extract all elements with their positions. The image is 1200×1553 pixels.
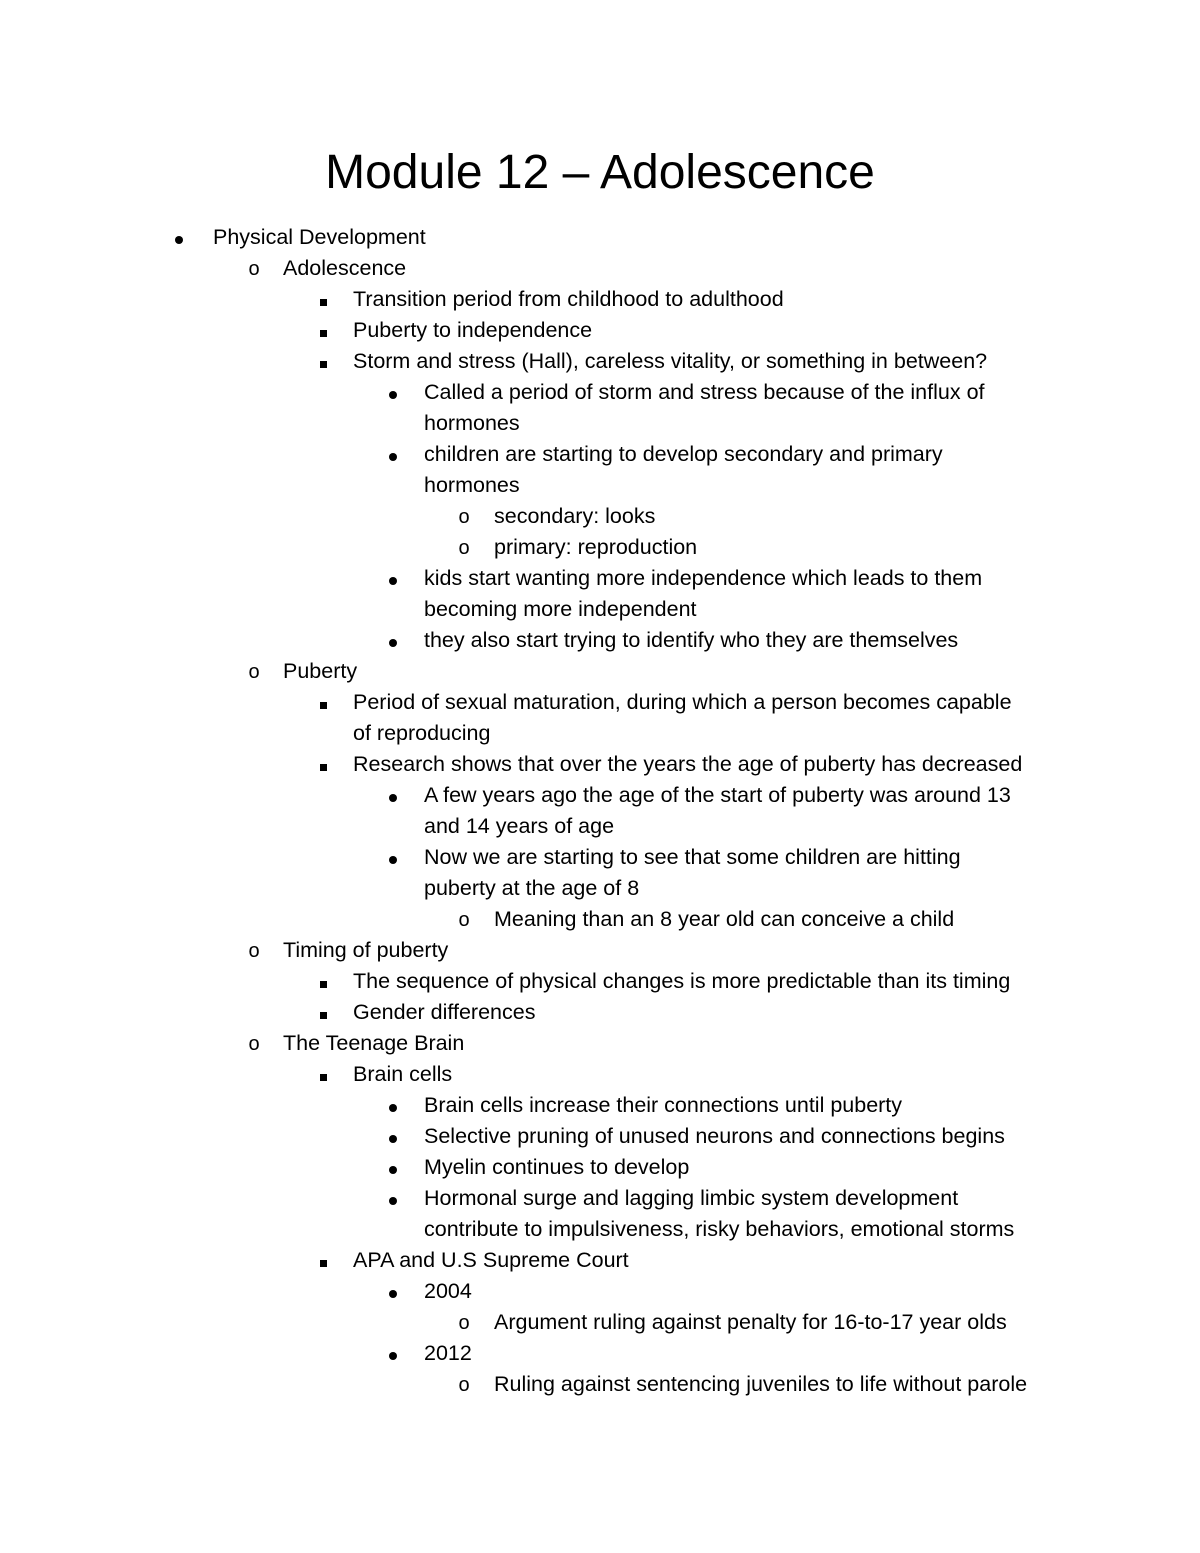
bullet-dot-icon	[384, 842, 402, 873]
outline-item-text: becoming more independent	[424, 597, 697, 621]
bullet-square-icon	[314, 315, 332, 346]
bullet-square-icon	[314, 749, 332, 780]
outline-item-text: Selective pruning of unused neurons and connections begins	[424, 1124, 1005, 1148]
bullet-dot-icon	[384, 1276, 402, 1307]
outline-item-level-3	[0, 749, 1200, 780]
outline-item-level-3	[0, 284, 1200, 315]
bullet-circle-icon: o	[248, 258, 260, 280]
outline-item-text: Timing of puberty	[283, 938, 449, 962]
outline-item-level-2	[0, 935, 1200, 966]
outline-item-text: Transition period from childhood to adulthood	[353, 287, 784, 311]
outline-item-text: children are starting to develop secondary and primary	[424, 442, 943, 466]
bullet-square-icon	[314, 997, 332, 1028]
outline-item-text: A few years ago the age of the start of puberty was around 13	[424, 783, 1011, 807]
bullet-dot-icon	[384, 780, 402, 811]
outline-item-text: Puberty	[283, 659, 358, 683]
outline-item-level-5	[0, 1307, 1200, 1338]
outline-item-level-4	[0, 1183, 1200, 1214]
outline-item-level-4	[0, 1338, 1200, 1369]
outline-item-text: Period of sexual maturation, during which a person becomes capable	[353, 690, 1012, 714]
outline-item-text: they also start trying to identify who they are themselves	[424, 628, 959, 652]
outline-item-level-1	[0, 222, 1200, 253]
outline-item-text: The Teenage Brain	[283, 1031, 465, 1055]
outline-item-text: kids start wanting more independence which leads to them	[424, 566, 983, 590]
outline-item-text: Research shows that over the years the age of puberty has decreased	[353, 752, 1023, 776]
bullet-square-icon	[314, 966, 332, 997]
outline-item-level-4	[0, 563, 1200, 594]
outline-item-continuation	[0, 718, 1200, 749]
outline-item-text: Now we are starting to see that some children are hitting	[424, 845, 961, 869]
bullet-dot-icon	[384, 1121, 402, 1152]
outline-item-text: hormones	[424, 473, 520, 497]
outline-item-text: Adolescence	[283, 256, 407, 280]
bullet-dot-icon	[384, 1183, 402, 1214]
bullet-circle-icon: o	[458, 909, 470, 931]
outline-item-continuation	[0, 811, 1200, 842]
outline-item-text: Hormonal surge and lagging limbic system development	[424, 1186, 959, 1210]
outline-item-text: APA and U.S Supreme Court	[353, 1248, 629, 1272]
outline-item-level-5	[0, 501, 1200, 532]
bullet-square-icon	[314, 1245, 332, 1276]
bullet-circle-icon: o	[248, 661, 260, 683]
outline-item-level-2	[0, 656, 1200, 687]
bullet-dot-icon	[384, 1338, 402, 1369]
outline-item-level-5	[0, 1369, 1200, 1400]
outline-item-text: Ruling against sentencing juveniles to life without parole	[494, 1372, 1028, 1396]
outline-item-text: contribute to impulsiveness, risky behaviors, emotional storms	[424, 1217, 1015, 1241]
outline-item-level-4	[0, 1090, 1200, 1121]
outline-item-level-4	[0, 842, 1200, 873]
bullet-circle-icon: o	[248, 940, 260, 962]
outline-item-level-5	[0, 532, 1200, 563]
outline-item-text: Physical Development	[213, 225, 426, 249]
outline-item-text: secondary: looks	[494, 504, 656, 528]
outline-item-level-4	[0, 625, 1200, 656]
outline-item-text: Myelin continues to develop	[424, 1155, 690, 1179]
outline-item-text: Puberty to independence	[353, 318, 593, 342]
outline-item-level-2	[0, 253, 1200, 284]
outline-item-level-4	[0, 1152, 1200, 1183]
bullet-dot-icon	[170, 222, 188, 253]
outline-item-text: 2004	[424, 1279, 472, 1303]
outline-item-text: Argument ruling against penalty for 16-to-17 year olds	[494, 1310, 1007, 1334]
outline-item-continuation	[0, 470, 1200, 501]
outline-item-text: The sequence of physical changes is more predictable than its timing	[353, 969, 1011, 993]
outline-item-text: Brain cells	[353, 1062, 453, 1086]
bullet-square-icon	[314, 1059, 332, 1090]
outline-item-text: Meaning than an 8 year old can conceive a child	[494, 907, 955, 931]
bullet-dot-icon	[384, 439, 402, 470]
bullet-circle-icon: o	[458, 537, 470, 559]
outline-item-level-4	[0, 780, 1200, 811]
bullet-circle-icon: o	[458, 1374, 470, 1396]
outline-item-level-3	[0, 1059, 1200, 1090]
bullet-circle-icon: o	[458, 506, 470, 528]
outline-item-text: primary: reproduction	[494, 535, 698, 559]
bullet-dot-icon	[384, 1090, 402, 1121]
outline-item-level-3	[0, 315, 1200, 346]
outline-item-continuation	[0, 1214, 1200, 1245]
outline-item-level-3	[0, 687, 1200, 718]
outline-item-text: Brain cells increase their connections until puberty	[424, 1093, 903, 1117]
outline-item-continuation	[0, 594, 1200, 625]
bullet-circle-icon: o	[458, 1312, 470, 1334]
outline-item-level-4	[0, 439, 1200, 470]
outline-item-text: of reproducing	[353, 721, 491, 745]
outline-item-level-4	[0, 1276, 1200, 1307]
page-title: Module 12 – Adolescence	[325, 146, 875, 199]
outline-item-level-3	[0, 1245, 1200, 1276]
bullet-square-icon	[314, 346, 332, 377]
outline-item-text: 2012	[424, 1341, 472, 1365]
outline-item-text: and 14 years of age	[424, 814, 615, 838]
outline-item-text: Gender differences	[353, 1000, 536, 1024]
outline-item-level-4	[0, 377, 1200, 408]
outline-item-level-3	[0, 966, 1200, 997]
outline-item-text: puberty at the age of 8	[424, 876, 640, 900]
bullet-circle-icon: o	[248, 1033, 260, 1055]
outline-item-level-3	[0, 997, 1200, 1028]
bullet-dot-icon	[384, 563, 402, 594]
outline-item-level-2	[0, 1028, 1200, 1059]
outline-item-text: hormones	[424, 411, 520, 435]
bullet-dot-icon	[384, 1152, 402, 1183]
outline-item-text: Storm and stress (Hall), careless vitality, or something in between?	[353, 349, 988, 373]
outline-item-text: Called a period of storm and stress because of the influx of	[424, 380, 985, 404]
outline-item-level-5	[0, 904, 1200, 935]
outline-item-continuation	[0, 873, 1200, 904]
notes-outline	[0, 222, 1200, 1400]
outline-item-level-3	[0, 346, 1200, 377]
bullet-dot-icon	[384, 377, 402, 408]
bullet-square-icon	[314, 284, 332, 315]
bullet-dot-icon	[384, 625, 402, 656]
bullet-square-icon	[314, 687, 332, 718]
outline-item-level-4	[0, 1121, 1200, 1152]
outline-item-continuation	[0, 408, 1200, 439]
